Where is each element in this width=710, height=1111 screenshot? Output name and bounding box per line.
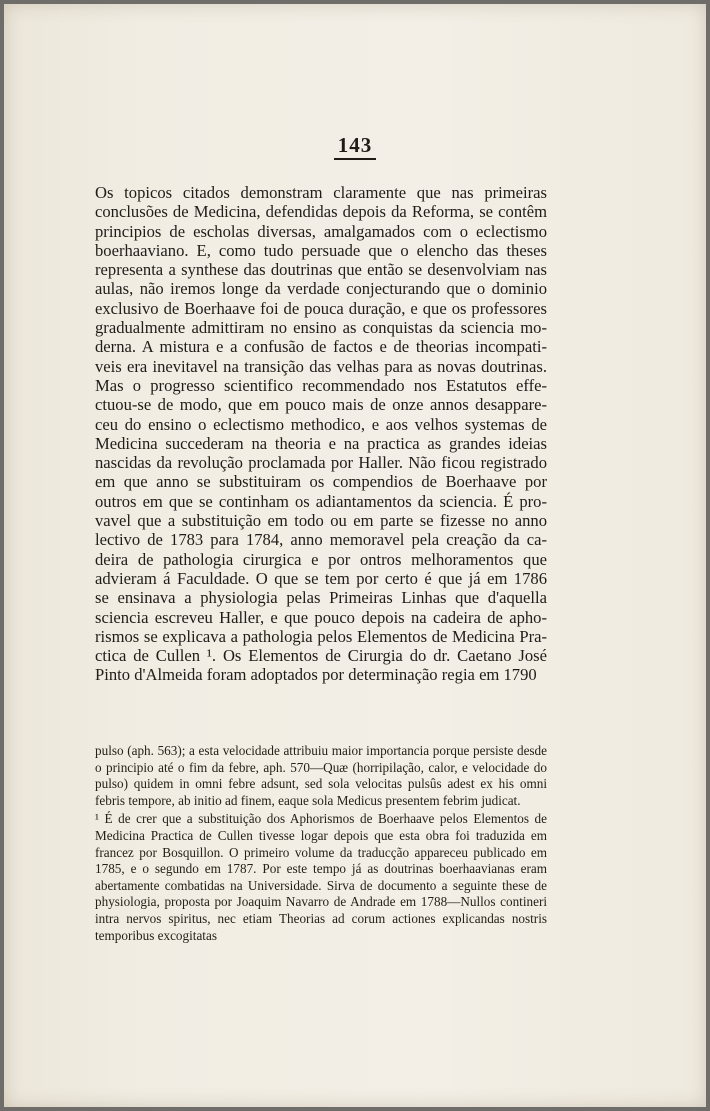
body-line: Pinto d'Almeida foram adoptados por determinação regia em 1790 (95, 665, 537, 685)
footnotes (95, 743, 547, 946)
footnote-continuation: pulso (aph. 563); a esta velocidade attribuiu maior importancia porque persiste desde o principio até o fim da febre, aph. 570—Quæ (horripilação, calor, e velocidade do pulso) quidem in omni febre adsunt, sed sola velocitas pulsûs adest ex his omni febris tempore, ab initio ad finem, eaque sola Medicus presentem febrim judicat. (95, 743, 547, 808)
body-line: boerhaaviano. E, como tudo persuade que o elencho das theses (95, 240, 547, 260)
footnote-1: ¹ É de crer que a substituição dos Aphorismos de Boerhaave pelos Elementos de Medicina Practica de Cullen tivesse logar depois que esta obra foi traduzida em francez por Bosquillon. O primeiro volume da traducção appareceu publicado em 1785, e o segundo em 1787. Por este tempo já as doutrinas boerhaavianas eram abertamente combatidas na Universidade. Sirva de documento a seguinte these de physiologia, proposta por Joaquim Navarro de Andrade em 1788—Nullos contineri intra nervos spiritus, nec etiam Theorias ad corum actiones explicandas nostris temporibus excogitatas (95, 811, 547, 943)
body-line: Mas o progresso scientifico recommendado nos Estatutos effe- (95, 375, 547, 395)
body-line: representa a synthese das doutrinas que então se desenvolviam nas (95, 260, 547, 280)
body-line: em que anno se substituiram os compendios de Boerhaave por (95, 472, 547, 492)
body-text (95, 183, 547, 685)
body-line: outros em que se continham os adiantamentos da sciencia. É pro- (95, 491, 547, 511)
body-line: gradualmente admittiram no ensino as conquistas da sciencia mo- (95, 318, 547, 338)
body-line: nascidas da revolução proclamada por Haller. Não ficou registrado (95, 453, 547, 473)
body-line: ctica de Cullen ¹. Os Elementos de Cirurgia do dr. Caetano José (95, 646, 547, 666)
body-line: vavel que a substituição em todo ou em parte se fizesse no anno (95, 511, 547, 531)
body-line: conclusões de Medicina, defendidas depois da Reforma, se contêm (95, 202, 547, 222)
body-line: se ensinava a physiologia pelas Primeiras Linhas que d'aquella (95, 588, 547, 608)
body-line: sciencia escreveu Haller, e que pouco depois na cadeira de apho- (95, 607, 547, 627)
body-line: derna. A mistura e a confusão de factos e de theorias incompati- (95, 337, 547, 357)
document-page (4, 4, 706, 1107)
page-number: 143 (4, 133, 706, 158)
body-line: ctuou-se de modo, que em pouco mais de onze annos desappare- (95, 395, 547, 415)
body-line: principios de escholas diversas, amalgamados com o eclectismo (95, 221, 547, 241)
body-line: veis era inevitavel na transição das velhas para as novas doutrinas. (95, 356, 547, 376)
body-line: Os topicos citados demonstram claramente que nas primeiras (95, 183, 547, 202)
body-line: exclusivo de Boerhaave foi de pouca duração, e que os professores (95, 298, 547, 318)
body-line: Medicina succederam na theoria e na practica as grandes ideias (95, 433, 547, 453)
body-line: lectivo de 1783 para 1784, anno memoravel pela creação da ca- (95, 530, 547, 550)
body-line: deira de pathologia cirurgica e por ontros melhoramentos que (95, 549, 547, 569)
body-line: aulas, não iremos longe da verdade conjecturando que o dominio (95, 279, 547, 299)
body-line: advieram á Faculdade. O que se tem por certo é que já em 1786 (95, 568, 547, 588)
body-line: rismos se explicava a pathologia pelos Elementos de Medicina Pra- (95, 626, 547, 646)
body-line: ceu do ensino o eclectismo methodico, e aos velhos systemas de (95, 414, 547, 434)
